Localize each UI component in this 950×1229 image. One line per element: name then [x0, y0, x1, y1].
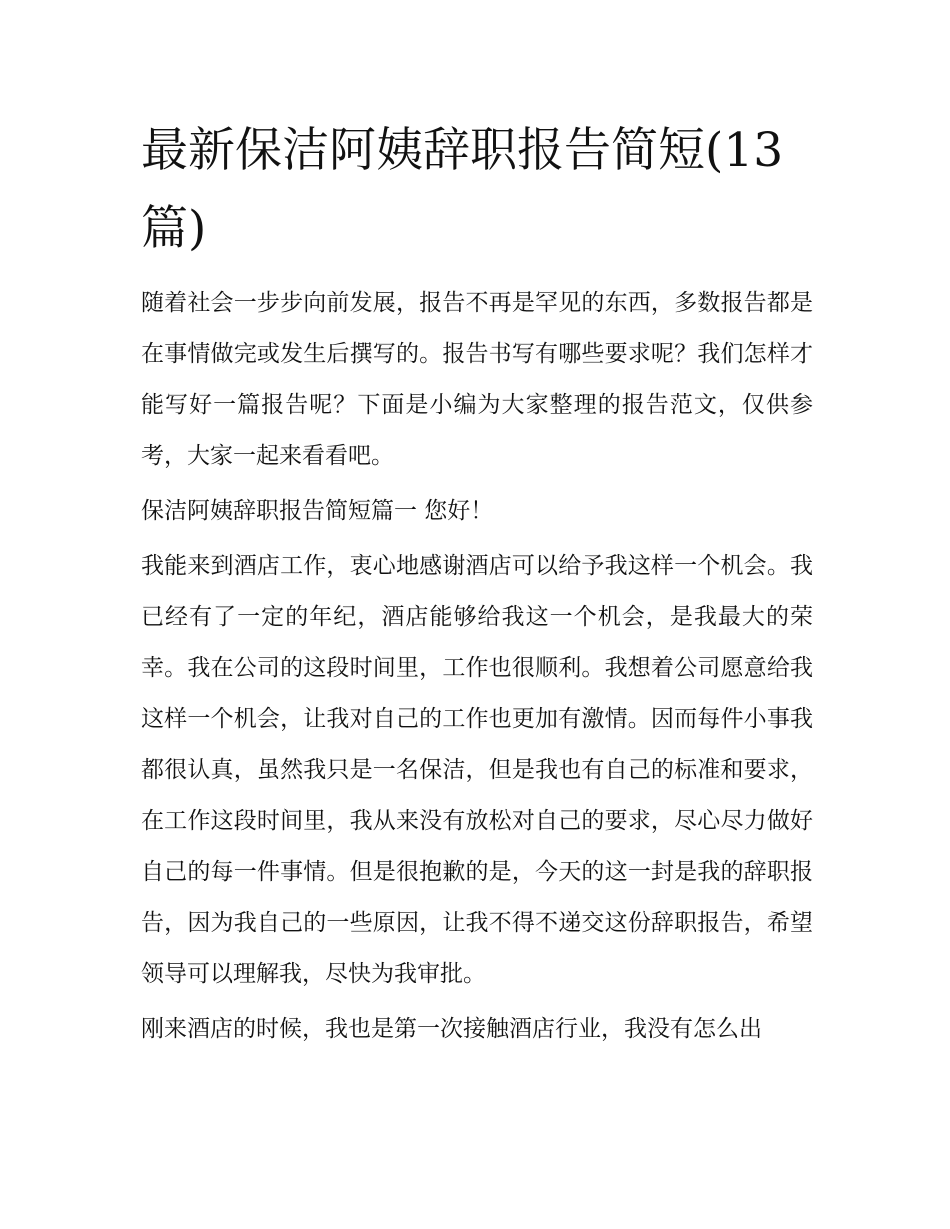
section-heading-paragraph: 保洁阿姨辞职报告简短篇一 您好！ — [141, 498, 494, 524]
intro-paragraph: 随着社会一步步向前发展，报告不再是罕见的东西，多数报告都是在事情做完或发生后撰写的。报告书写有哪些要求呢？我们怎样才能写好一篇报告呢？下面是小编为大家整理的报告范文，仅供参考，大家一起来看看吧。 — [141, 290, 813, 469]
document-page — [141, 112, 813, 1059]
body-paragraph-continued: 刚来酒店的时候，我也是第一次接触酒店行业，我没有怎么出 — [141, 1016, 762, 1042]
document-title: 最新保洁阿姨辞职报告简短(13篇) — [141, 123, 784, 256]
body-paragraph: 我能来到酒店工作，衷心地感谢酒店可以给予我这样一个机会。我已经有了一定的年纪，酒店能够给我这一个机会，是我最大的荣幸。我在公司的这段时间里，工作也很顺利。我想着公司愿意给我这样一个机会，让我对自己的工作也更加有激情。因而每件小事我都很认真，虽然我只是一名保洁，但是我也有自己的标准和要求，在工作这段时间里，我从来没有放松对自己的要求，尽心尽力做好自己的每一件事情。但是很抱歉的是，今天的这一封是我的辞职报告，因为我自己的一些原因，让我不得不递交这份辞职报告，希望领导可以理解我，尽快为我审批。 — [141, 553, 813, 987]
